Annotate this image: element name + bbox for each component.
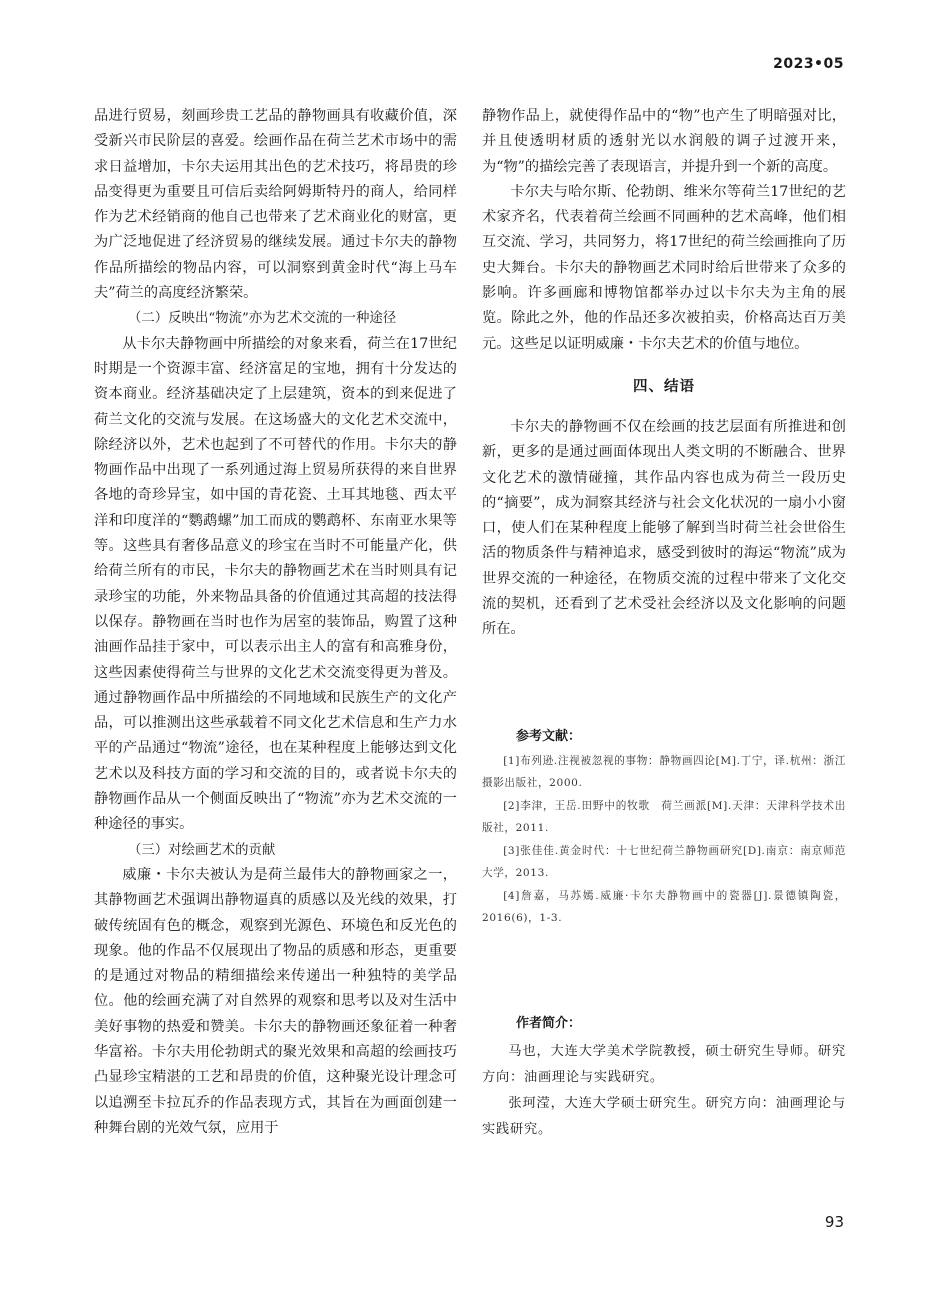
paragraph: 卡尔夫的静物画不仅在绘画的技艺层面有所推进和创新，更多的是通过画面体现出人类文明的不断融合、世界文化艺术的激情碰撞，其作品内容也成为荷兰一段历史的“摘要”，成为洞察其经济与社会文化状况的一扇小小窗口，使人们在某种程度上能够了解到当时荷兰社会世俗生活的物质条件与精神追求，感受到彼时的海运“物流”成为世界交流的一种途径，在物质交流的过程中带来了文化交流的契机，还看到了艺术受社会经济以及文化影响的问题所在。: [482, 418, 846, 638]
paragraph: 从卡尔夫静物画中所描绘的对象来看，荷兰在17世纪时期是一个资源丰富、经济富足的宝地，拥有十分发达的资本商业。经济基础决定了上层建筑，资本的到来促进了荷兰文化的交流与发展。在这场盛大的文化艺术交流中，除经济以外，艺术也起到了不可替代的作用。卡尔夫的静物画作品中出现了一系列通过海上贸易所获得的来自世界各地的奇珍异宝，如中国的青花瓷、土耳其地毯、西太平洋和印度洋的“鹦鹉螺”加工而成的鹦鹉杯、东南亚水果等等。这些具有奢侈品意义的珍宝在当时不可能量产化，供给荷兰所有的市民，卡尔夫的静物画艺术在当时则具有记录珍宝的功能，外来物品具备的价值通过其高超的技法得以保存。静物画在当时也作为居室的装饰品，购置了这种油画作品挂于家中，可以表示出主人的富有和高雅身份，这些因素使得荷兰与世界的文化艺术交流变得更为普及。通过静物画作品中所描绘的不同地域和民族生产的文化产品，可以推测出这些承载着不同文化艺术信息和生产力水平的产品通过“物流”途径，也在某种程度上能够达到文化艺术以及科技方面的学习和交流的目的，或者说卡尔夫的静物画作品从一个侧面反映出了“物流”亦为艺术交流的一种途径的事实。: [94, 335, 457, 833]
references-heading: 参考文献：: [516, 728, 582, 744]
author-bio: 张珂滢，大连大学硕士研究生。研究方向：油画理论与实践研究。: [482, 1095, 846, 1137]
paragraph: 品进行贸易，刻画珍贵工艺品的静物画具有收藏价值，深受新兴市民阶层的喜爱。绘画作品在荷兰艺术市场中的需求日益增加，卡尔夫运用其出色的艺术技巧，将昂贵的珍品变得更为重要且可信后卖给阿姆斯特丹的商人，给同样作为艺术经销商的他自己也带来了艺术商业化的财富，更为广泛地促进了经济贸易的继续发展。通过卡尔夫的静物作品所描绘的物品内容，可以洞察到黄金时代“海上马车夫”荷兰的高度经济繁荣。: [94, 108, 457, 302]
page-number: 93: [824, 1213, 844, 1231]
issue-number: 2023•05: [773, 56, 844, 72]
reference-item: [3]张佳佳.黄金时代：十七世纪荷兰静物画研究[D].南京：南京师范大学，2013.: [482, 844, 846, 880]
right-column: [482, 104, 846, 1143]
reference-item: [1]布列逊.注视被忽视的事物：静物画四论[M].丁宁，译.杭州：浙江摄影出版社，2000.: [482, 754, 846, 790]
author-heading: 作者简介：: [516, 1015, 582, 1031]
author-bio: 马也，大连大学美术学院教授，硕士研究生导师。研究方向：油画理论与实践研究。: [482, 1043, 846, 1085]
section-heading: 四、结语: [633, 378, 695, 395]
paragraph: 威廉・卡尔夫被认为是荷兰最伟大的静物画家之一，其静物画艺术强调出静物逼真的质感以及光线的效果，打破传统固有色的概念，观察到光源色、环境色和反光色的现象。他的作品不仅展现出了物品的质感和形态，更重要的是通过对物品的精细描绘来传递出一种独特的美学品位。他的绘画充满了对自然界的观察和思考以及对生活中美好事物的热爱和赞美。卡尔夫的静物画还象征着一种奢华富裕。卡尔夫用伦勃朗式的聚光效果和高超的绘画技巧凸显珍宝精湛的工艺和昂贵的价值，这种聚光设计理念可以追溯至卡拉瓦乔的作品表现方式，其旨在为画面创建一种舞台剧的光效气氛，应用于: [94, 866, 457, 1136]
reference-item: [2]李津，王岳.田野中的牧歌 荷兰画派[M].天津：天津科学技术出版社，2011.: [482, 799, 846, 835]
paragraph: 卡尔夫与哈尔斯、伦勃朗、维米尔等荷兰17世纪的艺术家齐名，代表着荷兰绘画不同画种的艺术高峰，他们相互交流、学习，共同努力，将17世纪的荷兰绘画推向了历史大舞台。卡尔夫的静物画艺术同时给后世带来了众多的影响。许多画廊和博物馆都举办过以卡尔夫为主角的展览。除此之外，他的作品还多次被拍卖，价格高达百万美元。这些足以证明威廉・卡尔夫艺术的价值与地位。: [482, 183, 846, 352]
left-column: [94, 104, 457, 1141]
subsection-heading: （三）对绘画艺术的贡献: [128, 842, 276, 858]
reference-item: [4]詹嘉，马苏嫣.威廉·卡尔夫静物画中的瓷器[J].景德镇陶瓷，2016(6)，1-3.: [482, 889, 846, 925]
subsection-heading: （二）反映出“物流”亦为艺术交流的一种途径: [128, 311, 397, 327]
paragraph: 静物作品上，就使得作品中的“物”也产生了明暗强对比，并且使透明材质的透射光以水润般的调子过渡开来，为“物”的描绘完善了表现语言，并提升到一个新的高度。: [482, 108, 846, 175]
